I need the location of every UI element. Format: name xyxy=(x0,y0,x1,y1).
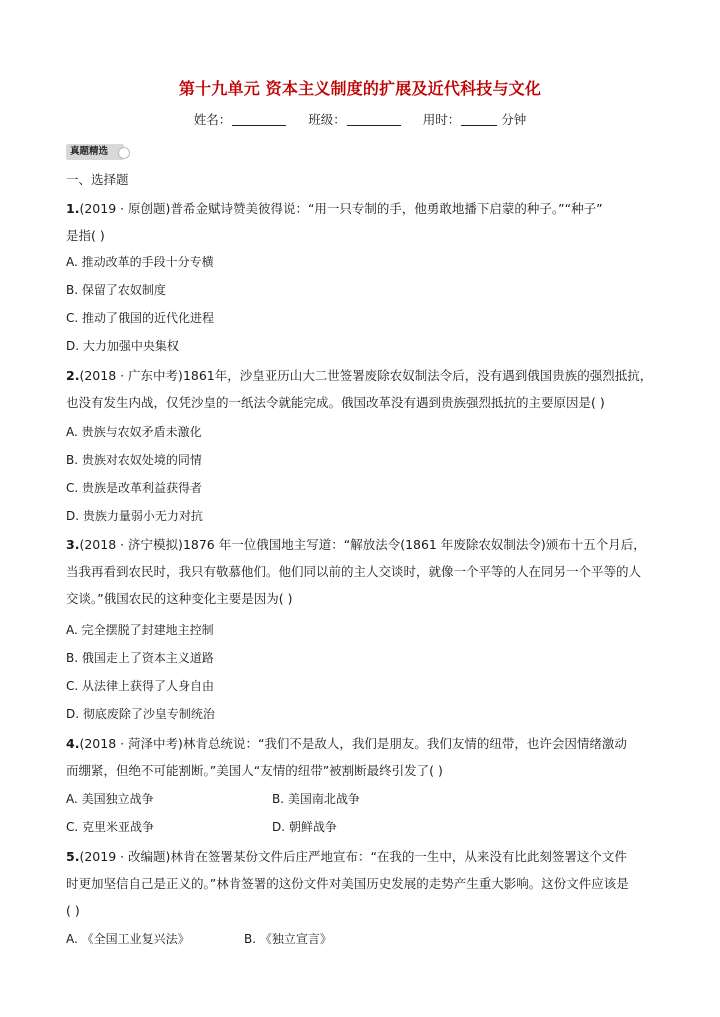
question-text: (2019 · 原创题)普希金赋诗赞美彼得说：“用一只专制的手，他勇敢地播下启蒙的种子。”“种子” xyxy=(79,201,603,216)
question-2-option-c[interactable]: C. 贵族是改革利益获得者 xyxy=(66,481,203,495)
question-5-option-b[interactable]: B. 《独立宣言》 xyxy=(244,932,332,946)
time-label: 用时： xyxy=(422,112,461,127)
question-4-option-c[interactable]: C. 克里米亚战争 xyxy=(66,820,155,834)
question-4-option-b[interactable]: B. 美国南北战争 xyxy=(272,792,360,806)
question-number: 3. xyxy=(66,537,80,552)
question-3-line-2: 当我再看到农民时，我只有敬慕他们。他们同以前的主人交谈时，就像一个平等的人在同另一个平等的人 xyxy=(66,564,642,579)
question-1-option-c[interactable]: C. 推动了俄国的近代化进程 xyxy=(66,311,215,325)
question-5-line-3: ( ) xyxy=(66,903,80,918)
question-number: 5. xyxy=(66,849,80,864)
question-3-option-b[interactable]: B. 俄国走上了资本主义道路 xyxy=(66,651,214,665)
question-4-line-1 xyxy=(66,736,656,752)
question-text: (2018 · 济宁模拟)1876 年一位俄国地主写道：“解放法令(1861 年废除农奴制法令)颁布十五个月后， xyxy=(79,537,646,552)
question-3-line-3: 交谈。”俄国农民的这种变化主要是因为( ) xyxy=(66,591,293,606)
name-label: 姓名： xyxy=(193,112,232,127)
student-info-row xyxy=(0,110,720,128)
question-1-option-b[interactable]: B. 保留了农奴制度 xyxy=(66,283,166,297)
question-text: (2018 · 广东中考)1861年，沙皇亚历山大二世签署废除农奴制法令后，没有遇到俄国贵族的强烈抵抗， xyxy=(79,368,653,383)
question-3-option-a[interactable]: A. 完全摆脱了封建地主控制 xyxy=(66,623,214,637)
question-number: 2. xyxy=(66,368,80,383)
question-5-line-2: 时更加坚信自己是正义的。”林肯签署的这份文件对美国历史发展的走势产生重大影响。这份文件应该是 xyxy=(66,876,629,891)
question-3-option-c[interactable]: C. 从法律上获得了人身自由 xyxy=(66,679,215,693)
page-title: 第十九单元 资本主义制度的扩展及近代科技与文化 xyxy=(178,79,542,98)
question-number: 4. xyxy=(66,736,80,751)
question-4-line-2: 而绷紧，但绝不可能割断。”美国人“友情的纽带”被割断最终引发了( ) xyxy=(66,763,443,778)
question-1-line-1 xyxy=(66,201,656,217)
section-heading: 一、选择题 xyxy=(66,172,129,187)
time-blank[interactable] xyxy=(461,113,497,126)
question-3-line-1 xyxy=(66,537,656,553)
question-2-option-b[interactable]: B. 贵族对农奴处境的同情 xyxy=(66,453,202,467)
question-1-line-2: 是指( ) xyxy=(66,228,105,243)
question-2-option-d[interactable]: D. 贵族力量弱小无力对抗 xyxy=(66,509,203,523)
section-tag: 真题精选 xyxy=(66,144,124,160)
question-4-option-a[interactable]: A. 美国独立战争 xyxy=(66,792,154,806)
question-1-option-a[interactable]: A. 推动改革的手段十分专横 xyxy=(66,255,214,269)
question-text: (2019 · 改编题)林肯在签署某份文件后庄严地宣布：“在我的一生中，从来没有比此刻签署这个文件 xyxy=(79,849,627,864)
question-2-line-2: 也没有发生内战，仅凭沙皇的一纸法令就能完成。俄国改革没有遇到贵族强烈抵抗的主要原因是( ) xyxy=(66,395,605,410)
question-number: 1. xyxy=(66,201,80,216)
class-label: 班级： xyxy=(308,112,346,127)
question-1-option-d[interactable]: D. 大力加强中央集权 xyxy=(66,339,179,353)
question-5-line-1 xyxy=(66,849,656,865)
question-3-option-d[interactable]: D. 彻底废除了沙皇专制统治 xyxy=(66,707,215,721)
question-4-option-d[interactable]: D. 朝鲜战争 xyxy=(272,820,337,834)
question-2-line-1 xyxy=(66,368,656,384)
question-5-option-a[interactable]: A. 《全国工业复兴法》 xyxy=(66,932,190,946)
class-blank[interactable] xyxy=(347,113,401,126)
question-text: (2018 · 菏泽中考)林肯总统说：“我们不是敌人，我们是朋友。我们友情的纽带，也许会因情绪激动 xyxy=(79,736,627,751)
name-blank[interactable] xyxy=(232,113,286,126)
question-2-option-a[interactable]: A. 贵族与农奴矛盾未激化 xyxy=(66,425,202,439)
time-unit: 分钟 xyxy=(501,112,527,127)
